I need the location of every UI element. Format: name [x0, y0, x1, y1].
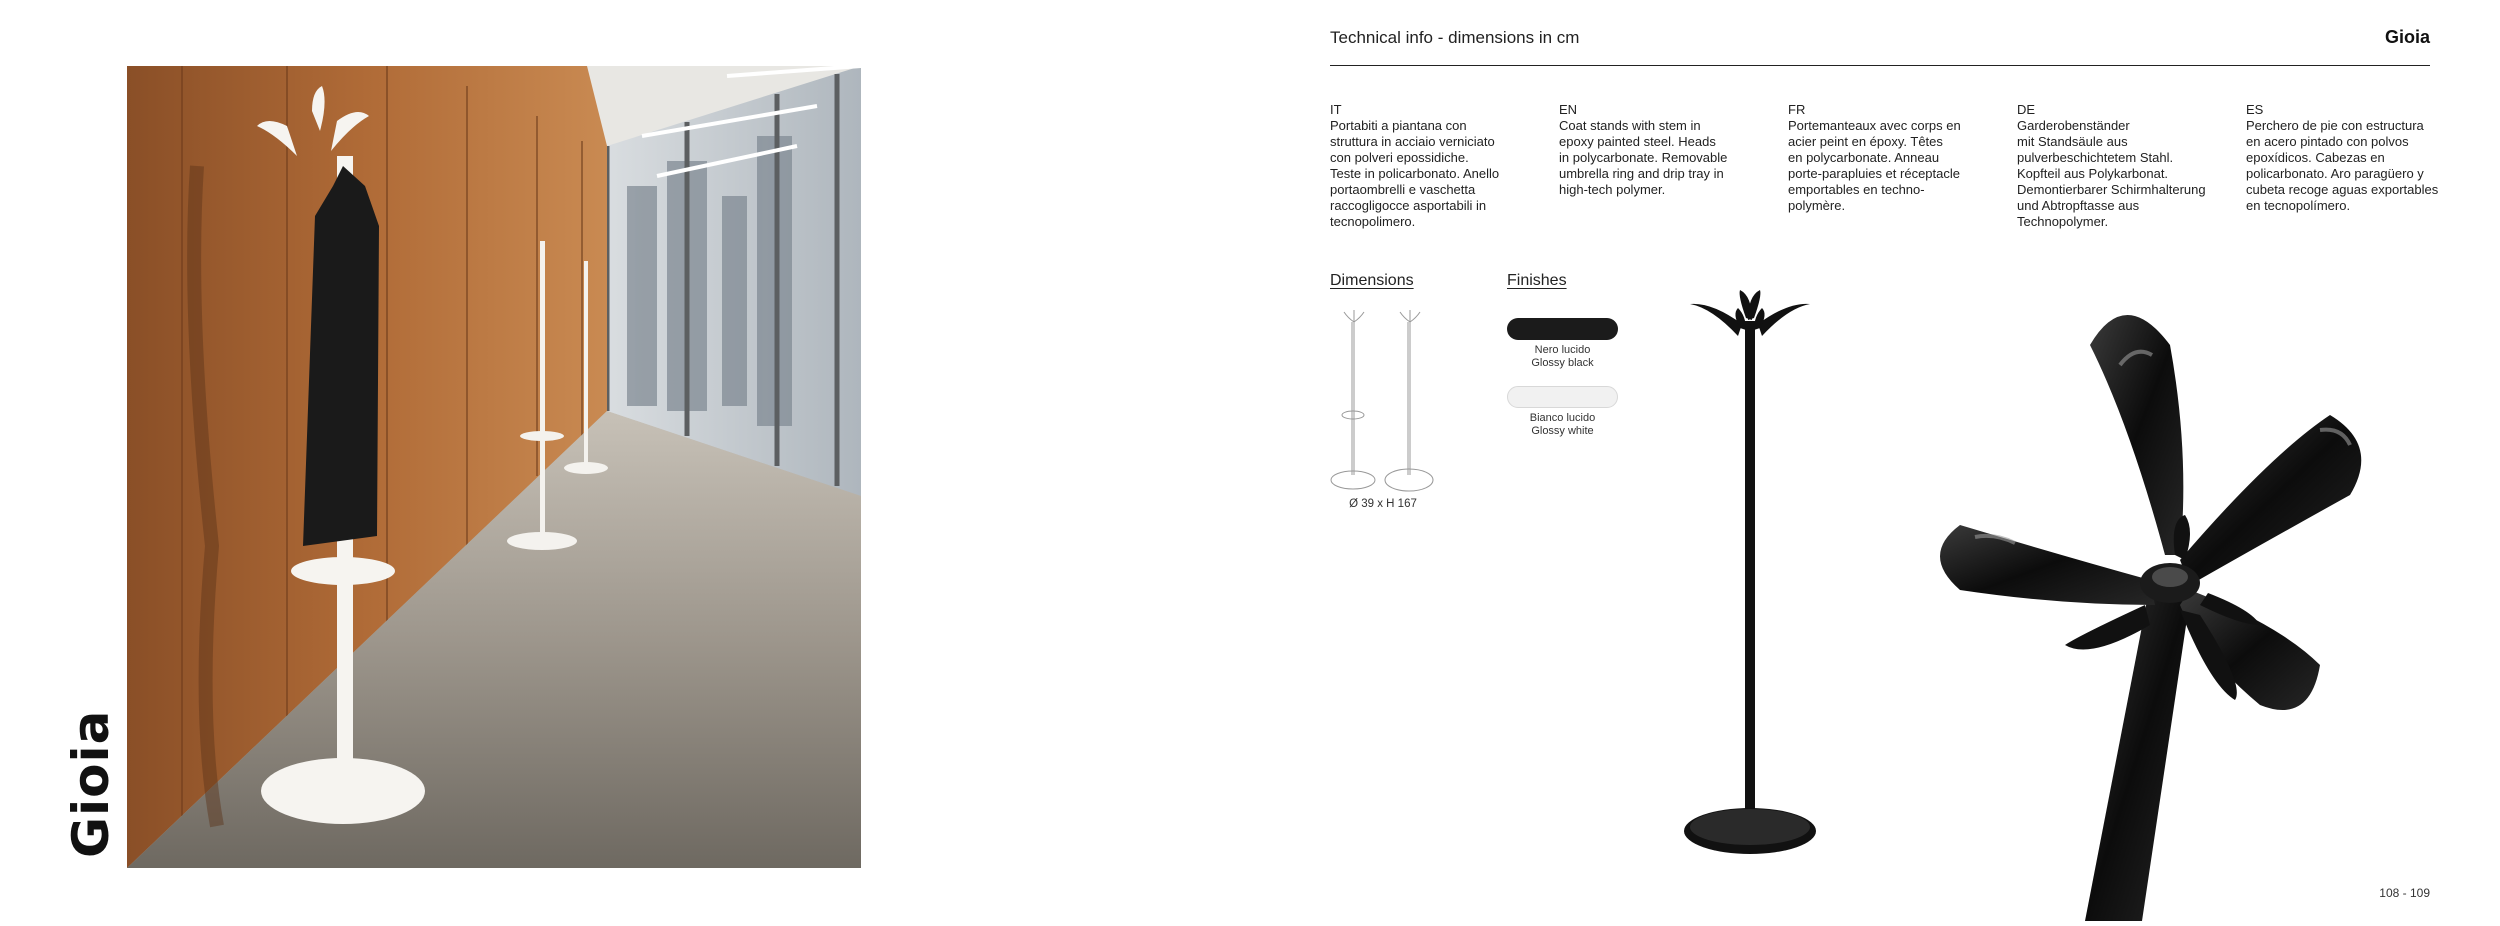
description-it [1330, 86, 1552, 230]
description-en [1559, 86, 1781, 198]
language-code: DE [2017, 102, 2036, 117]
description-es [2246, 86, 2468, 214]
description-fr [1788, 86, 2010, 214]
interior-photo [127, 66, 861, 868]
dimension-label: Ø 39 x H 167 [1349, 498, 1417, 510]
dimensions-heading: Dimensions [1330, 272, 1414, 289]
language-code: IT [1330, 102, 1342, 117]
language-code: ES [2246, 102, 2264, 117]
page-number: 108 - 109 [2379, 886, 2430, 900]
finish-swatch-black [1507, 318, 1618, 340]
language-code: EN [1559, 102, 1578, 117]
finish-swatch-white [1507, 386, 1618, 408]
finish-label-white: Bianco lucido Glossy white [1529, 412, 1596, 437]
left-page [0, 0, 1250, 921]
description-de [2017, 86, 2239, 230]
description-text: Portabiti a piantana con struttura in acciaio verniciato con polveri epossidiche. Teste in policarbonato. Anello portaombrelli e vaschetta raccogligocce asportabili in tecnopolimero. [1330, 118, 1500, 229]
description-text: Garderobenständer mit Standsäule aus pulverbeschichtetem Stahl. Kopfteil aus Polykarbonat. Demontierbarer Schirmhalterung und Abtropftasse aus Technopolymer. [2017, 118, 2206, 229]
finish-label-black: Nero lucido Glossy black [1531, 344, 1594, 369]
description-text: Perchero de pie con estructura en acero pintado con polvos epoxídicos. Cabezas en policarbonato. Aro paragüero y cubeta recoge aguas exportables en tecnopolímero. [2246, 118, 2439, 213]
brand-vertical-title: Gioia [62, 709, 120, 858]
product-full-view [1680, 286, 1820, 866]
header-divider [1330, 65, 2430, 66]
product-detail-view [1880, 305, 2420, 921]
right-page [1250, 0, 2500, 921]
language-code: FR [1788, 102, 1806, 117]
header-title: Technical info - dimensions in cm [1330, 28, 1580, 47]
dimension-drawing [1330, 310, 1450, 495]
finishes-heading: Finishes [1507, 272, 1567, 289]
description-text: Portemanteaux avec corps en acier peint en époxy. Têtes en polycarbonate. Anneau porte-parapluies et réceptacle emportables en techno- polymère. [1788, 118, 1961, 213]
header-brand: Gioia [2384, 27, 2430, 47]
description-text: Coat stands with stem in epoxy painted steel. Heads in polycarbonate. Removable umbrella ring and drip tray in high-tech polymer. [1559, 118, 1728, 197]
